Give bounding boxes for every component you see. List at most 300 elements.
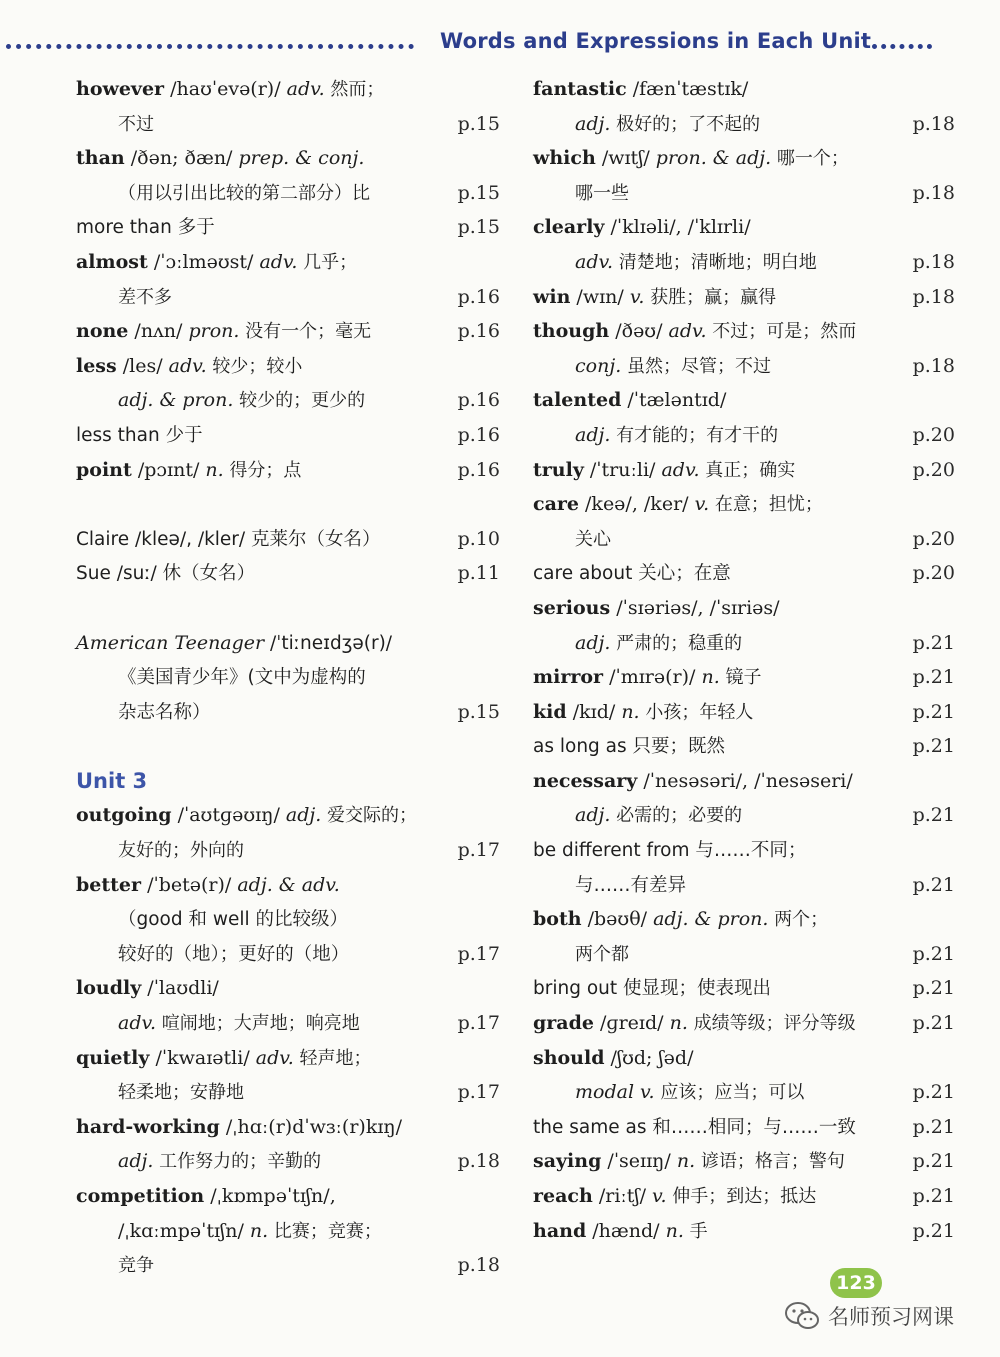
chinese-meaning: 在意；担忧；: [709, 494, 823, 516]
phonetic-transcription: /wɪtʃ/: [595, 147, 656, 170]
entry-text: [76, 383, 365, 419]
entry-continuation-line: [76, 902, 500, 937]
headword: better: [76, 873, 142, 896]
entry-text: [533, 418, 778, 454]
chinese-meaning: 喧闹地；大声地；响亮地: [156, 1013, 360, 1035]
vocab-entry-line: [76, 453, 500, 488]
phrase-entry: be different from 与……不同；: [533, 840, 807, 862]
headword: hard-working: [76, 1115, 220, 1138]
phonetic-transcription: /haʊˈevə(r)/: [164, 78, 287, 100]
entry-continuation-line: [533, 626, 955, 661]
page-reference: p.21: [912, 977, 955, 1000]
entry-continuation-line: [76, 1214, 500, 1249]
phonetic-transcription: /ˈkwaɪətli/: [149, 1046, 256, 1069]
part-of-speech: n.: [701, 666, 720, 689]
phonetic-transcription: /ˌkɒmpəˈtɪʃn/,: [204, 1185, 336, 1207]
headword: less: [76, 354, 117, 377]
vocab-entry-line: [533, 210, 955, 245]
phonetic-transcription: /ˈseɪɪŋ/: [601, 1150, 677, 1173]
vocab-entry-line: [533, 971, 955, 1006]
part-of-speech: v.: [694, 493, 710, 516]
headword: than: [76, 147, 125, 170]
chinese-meaning: 成绩等级；评分等级: [687, 1013, 856, 1035]
page-reference: p.16: [457, 389, 500, 412]
chinese-meaning: 严肃的；稳重的: [610, 632, 743, 654]
page-reference: p.18: [912, 354, 955, 377]
phonetic-transcription: /ˈklɪəli/, /ˈklɪrli/: [604, 216, 751, 239]
entry-text: [533, 1179, 816, 1215]
headword: both: [533, 908, 582, 931]
phonetic-transcription: /ˈbetə(r)/: [141, 873, 238, 896]
phonetic-transcription: /ˈtruːli/: [583, 458, 662, 481]
part-of-speech: adv.: [259, 250, 298, 273]
watermark-text: 名师预习网课: [828, 1305, 954, 1329]
headword: competition: [76, 1185, 205, 1207]
chinese-meaning: 获胜；赢；赢得: [644, 286, 777, 308]
entry-text: [76, 1075, 244, 1111]
entry-continuation-line: [76, 1248, 500, 1283]
page-reference: p.20: [912, 562, 955, 585]
headword: none: [76, 320, 129, 343]
entry-text: [533, 1006, 856, 1042]
page-reference: p.10: [457, 527, 500, 550]
left-vocabulary-column: [76, 72, 500, 1283]
phonetic-transcription: /ʃʊd; ʃəd/: [604, 1046, 694, 1069]
part-of-speech: adj.: [575, 112, 611, 135]
page-reference: p.21: [912, 1115, 955, 1138]
vocab-entry-line: [533, 1179, 955, 1214]
phonetic-transcription: /hænd/: [586, 1219, 666, 1242]
chinese-meaning: 工作努力的；辛勤的: [153, 1151, 322, 1173]
page-reference: p.16: [457, 285, 500, 308]
phrase-entry: less than 少于: [76, 424, 203, 446]
page-reference: p.17: [457, 942, 500, 965]
headword: quietly: [76, 1046, 150, 1069]
phonetic-transcription: /ˈtæləntɪd/: [621, 389, 727, 412]
vocab-entry-line: [533, 1144, 955, 1179]
part-of-speech: v.: [652, 1185, 667, 1207]
part-of-speech: v.: [629, 285, 645, 308]
chinese-meaning: 竞争: [118, 1255, 154, 1277]
headword: talented: [533, 389, 622, 412]
chinese-meaning: 没有一个；毫无: [239, 321, 372, 343]
vocab-entry-line: [533, 141, 955, 176]
entry-continuation-line: [533, 522, 955, 557]
page-reference: p.20: [912, 458, 955, 481]
page-reference: p.21: [912, 735, 955, 758]
page-reference: p.18: [912, 285, 955, 308]
entry-text: [533, 626, 742, 662]
entry-continuation-line: [76, 937, 500, 972]
entry-text: [533, 349, 771, 385]
part-of-speech: conj.: [575, 354, 622, 377]
headword: hand: [533, 1219, 587, 1242]
entry-text: [533, 868, 686, 904]
entry-continuation-line: [76, 176, 500, 211]
chinese-meaning: 虽然；尽管；不过: [621, 355, 771, 377]
chinese-meaning: 友好的；外向的: [118, 840, 244, 862]
entry-text: [76, 245, 357, 281]
entry-text: [76, 176, 370, 212]
part-of-speech: adv.: [255, 1046, 294, 1069]
entry-text: [76, 626, 392, 662]
phonetic-transcription: /riːtʃ/: [592, 1185, 653, 1207]
page-reference: p.21: [912, 942, 955, 965]
entry-text: [533, 176, 629, 212]
phonetic-transcription: /ˈlaʊdli/: [141, 977, 219, 1000]
part-of-speech: adj.: [285, 804, 322, 827]
part-of-speech: adv.: [668, 320, 707, 343]
entry-text: [533, 107, 760, 143]
watermark: [784, 1296, 954, 1336]
vocab-entry-line: [533, 833, 955, 868]
phonetic-transcription: /ˈmɪrə(r)/: [603, 666, 702, 689]
page-reference: p.21: [912, 700, 955, 723]
phonetic-transcription: /kɪd/: [566, 700, 622, 723]
entry-text: [533, 764, 853, 799]
page-reference: p.15: [457, 181, 500, 204]
section-spacer: [76, 591, 500, 626]
entry-text: [76, 1144, 321, 1180]
page-reference: p.20: [912, 527, 955, 550]
vocab-entry-line: [76, 971, 500, 1006]
entry-text: [76, 971, 219, 1006]
entry-text: [76, 660, 366, 696]
entry-text: [76, 1110, 402, 1145]
phonetic-transcription: /pɔɪnt/: [131, 458, 206, 481]
page-reference: p.21: [912, 1219, 955, 1242]
entry-continuation-line: [76, 1006, 500, 1041]
headword: though: [533, 320, 610, 343]
headword: should: [533, 1046, 605, 1069]
wechat-icon: [784, 1301, 820, 1331]
part-of-speech: n.: [676, 1150, 696, 1173]
entry-text: [76, 556, 255, 592]
entry-text: [533, 902, 828, 938]
part-of-speech: n.: [669, 1012, 688, 1035]
entry-text: [533, 1144, 845, 1180]
chinese-meaning: 然而；: [324, 79, 385, 100]
chinese-meaning: 较少的；更少的: [233, 390, 366, 412]
phrase-entry: 与……有差异: [575, 874, 687, 896]
phonetic-transcription: /ɡreɪd/: [593, 1012, 670, 1035]
unit-heading: Unit 3: [76, 768, 148, 793]
entry-text: [76, 937, 349, 973]
page-reference: p.17: [457, 1012, 500, 1035]
chinese-meaning: 伸手；到达；抵达: [666, 1186, 817, 1207]
chinese-meaning: （用以引出比较的第二部分）比: [118, 182, 370, 204]
headword: grade: [533, 1012, 594, 1035]
entry-text: [76, 1179, 336, 1214]
entry-text: [533, 1110, 856, 1146]
chinese-meaning: 关心: [575, 528, 611, 550]
part-of-speech: adv.: [168, 354, 207, 377]
phrase-entry: care about 关心；在意: [533, 563, 731, 585]
phrase-entry: 较好的（地）；更好的（地）: [118, 943, 350, 965]
chinese-meaning: 不过: [118, 113, 154, 135]
part-of-speech: pron. & adj.: [655, 147, 772, 170]
phonetic-transcription: /nʌn/: [128, 320, 189, 343]
phrase-entry: 杂志名称）: [118, 701, 211, 723]
entry-text: [533, 72, 748, 107]
page-reference: p.15: [457, 216, 500, 239]
part-of-speech: modal v.: [575, 1081, 655, 1104]
entry-text: [533, 660, 761, 696]
entry-text: [533, 1041, 693, 1076]
entry-text: [76, 141, 364, 176]
page-reference: p.17: [457, 1081, 500, 1104]
right-vocabulary-column: [533, 72, 955, 1248]
page-reference: p.21: [912, 804, 955, 827]
vocab-entry-line: [76, 1179, 500, 1214]
vocab-entry-line: [533, 695, 955, 730]
vocab-entry-line: [533, 1041, 955, 1076]
page-reference: p.15: [457, 700, 500, 723]
headword: fantastic: [533, 78, 627, 100]
page-reference: p.21: [912, 666, 955, 689]
entry-text: [533, 591, 780, 626]
vocab-entry-line: [533, 383, 955, 418]
entry-text: [533, 141, 849, 177]
entry-text: [76, 280, 172, 316]
vocab-entry-line: [533, 1110, 955, 1145]
entry-text: [76, 418, 203, 454]
part-of-speech: pron.: [188, 320, 240, 343]
entry-text: [76, 107, 154, 143]
vocab-entry-line: [76, 1041, 500, 1076]
page-reference: p.15: [457, 112, 500, 135]
phonetic-transcription: /ˈnesəsəri/, /ˈnesəseri/: [637, 769, 853, 792]
vocab-entry-line: [533, 660, 955, 695]
headword: reach: [533, 1185, 593, 1207]
chinese-meaning: 轻柔地；安静地: [118, 1082, 244, 1104]
vocab-entry-line: [533, 1214, 955, 1249]
entry-text: [76, 522, 381, 558]
entry-continuation-line: [533, 176, 955, 211]
entry-continuation-line: [76, 107, 500, 142]
entry-text: [76, 453, 301, 489]
chinese-meaning: 应该；应当；可以: [654, 1082, 805, 1104]
headword: however: [76, 78, 165, 100]
chinese-meaning: 必需的；必要的: [610, 805, 743, 827]
part-of-speech: adj.: [575, 804, 611, 827]
chinese-meaning: 得分；点: [223, 459, 302, 481]
page-reference: p.18: [912, 181, 955, 204]
entry-text: [533, 833, 806, 869]
entry-text: [533, 487, 823, 523]
phonetic-transcription: /ˈsɪəriəs/, /ˈsɪriəs/: [610, 596, 780, 619]
chinese-meaning: 轻声地；: [293, 1047, 372, 1069]
vocab-entry-line: [533, 280, 955, 315]
headword: care: [533, 493, 579, 516]
entry-text: [76, 1006, 360, 1042]
part-of-speech: adv.: [286, 78, 325, 100]
part-of-speech: prep. & conj.: [238, 147, 365, 170]
chinese-meaning: 不过；可是；然而: [706, 321, 857, 343]
vocab-entry-line: [533, 453, 955, 488]
page-reference: p.18: [457, 1150, 500, 1173]
entry-text: [76, 314, 371, 350]
vocab-entry-line: [76, 141, 500, 176]
entry-text: [533, 729, 725, 765]
vocab-entry-line: [533, 556, 955, 591]
vocab-entry-line: [76, 349, 500, 384]
phonetic-transcription: /ðəʊ/: [609, 320, 669, 343]
phrase-entry: Sue /suː/ 休（女名）: [76, 563, 256, 585]
part-of-speech: adv.: [661, 458, 700, 481]
phonetic-transcription: /ˈɔːlməʊst/: [147, 250, 260, 273]
entry-text: [533, 210, 751, 245]
part-of-speech: adj. & pron.: [118, 389, 234, 412]
vocab-entry-line: [76, 1110, 500, 1145]
entry-text: [76, 1248, 154, 1284]
vocab-entry-line: [76, 314, 500, 349]
entry-text: [76, 833, 244, 869]
phonetic-transcription: /fænˈtæstɪk/: [626, 78, 749, 100]
part-of-speech: adv.: [575, 250, 614, 273]
entry-continuation-line: [533, 937, 955, 972]
vocab-entry-line: [533, 487, 955, 522]
vocab-entry-line: [533, 764, 955, 799]
phrase-entry: bring out 使显现；使表现出: [533, 978, 772, 1000]
part-of-speech: n.: [205, 458, 224, 481]
page-reference: p.21: [912, 1150, 955, 1173]
chinese-meaning: 几乎；: [297, 251, 358, 273]
page-reference: p.21: [912, 1185, 955, 1207]
vocab-entry-line: [76, 210, 500, 245]
headword: serious: [533, 596, 611, 619]
chinese-meaning: 有才能的；有才干的: [610, 424, 779, 446]
chinese-meaning: 较少；较小: [206, 355, 303, 377]
phrase-entry: as long as 只要；既然: [533, 736, 726, 758]
page-reference: p.21: [912, 873, 955, 896]
entry-text: [533, 1075, 804, 1111]
chinese-meaning: 谚语；格言；警句: [695, 1151, 845, 1173]
chinese-meaning: 真正；确实: [699, 459, 796, 481]
page-header: [0, 28, 1000, 60]
page-reference: p.21: [912, 1012, 955, 1035]
vocab-entry-line: [76, 522, 500, 557]
headword: which: [533, 147, 596, 170]
headword: kid: [533, 700, 567, 723]
entry-continuation-line: [533, 1075, 955, 1110]
page-reference: p.18: [912, 112, 955, 135]
part-of-speech: n.: [665, 1219, 684, 1242]
page-reference: p.21: [912, 631, 955, 654]
vocab-entry-line: [76, 72, 500, 107]
page-reference: p.16: [457, 423, 500, 446]
headword: point: [76, 458, 132, 481]
entry-text: [533, 314, 856, 350]
phrase-entry: /ˈtiːneɪdʒə(r)/: [264, 632, 393, 654]
entry-text: [76, 798, 417, 834]
page-number-badge: 123: [830, 1268, 882, 1298]
phonetic-transcription: /ˈaʊtɡəʊɪŋ/: [171, 804, 286, 827]
entry-text: [76, 695, 211, 731]
header-dotted-rule-left: [6, 44, 414, 49]
headword: outgoing: [76, 804, 172, 827]
vocab-entry-line: [76, 798, 500, 833]
chinese-meaning: 哪一些: [575, 182, 629, 204]
vocab-entry-line: [76, 626, 500, 661]
phrase-entry: the same as 和……相同；与……一致: [533, 1116, 856, 1138]
vocab-entry-line: [533, 1006, 955, 1041]
part-of-speech: n.: [249, 1219, 269, 1242]
entry-text: [533, 522, 611, 558]
part-of-speech: adj. & pron.: [653, 908, 769, 931]
entry-continuation-line: [533, 798, 955, 833]
entry-text: [76, 72, 384, 108]
chinese-meaning: 手: [683, 1220, 708, 1242]
entry-text: [76, 1041, 372, 1077]
headword: clearly: [533, 216, 605, 239]
chinese-meaning: 哪一个；: [771, 148, 849, 170]
headword: almost: [76, 250, 148, 273]
entry-continuation-line: [533, 418, 955, 453]
vocab-entry-line: [533, 902, 955, 937]
chinese-meaning: 小孩；年轻人: [639, 701, 754, 723]
phonetic-transcription: /ˌhɑː(r)dˈwɜː(r)kɪŋ/: [219, 1115, 403, 1138]
part-of-speech: adj.: [575, 631, 611, 654]
entry-text: [533, 695, 753, 731]
entry-text: [76, 349, 302, 385]
entry-continuation-line: [533, 868, 955, 903]
entry-text: [76, 1214, 382, 1250]
vocab-entry-line: [533, 72, 955, 107]
vocab-entry-line: [533, 591, 955, 626]
headword: necessary: [533, 769, 638, 792]
entry-text: [533, 937, 629, 973]
entry-continuation-line: [76, 660, 500, 695]
italic-title: American Teenager: [76, 631, 265, 654]
entry-text: [533, 453, 795, 489]
headword: loudly: [76, 977, 142, 1000]
entry-text: [533, 245, 817, 281]
entry-text: [76, 210, 215, 246]
vocab-entry-line: [533, 314, 955, 349]
phrase-entry: Claire /kleə/, /kler/ 克莱尔（女名）: [76, 528, 381, 550]
entry-continuation-line: [76, 1144, 500, 1179]
entry-text: [533, 280, 776, 316]
entry-text: [76, 902, 348, 938]
phonetic-transcription: /wɪn/: [570, 285, 630, 308]
chinese-meaning: 差不多: [118, 286, 172, 308]
phrase-entry: 《美国青少年》(文中为虚构的: [118, 667, 366, 689]
entry-text: [533, 1214, 708, 1250]
phonetic-transcription: /keə/, /ker/: [578, 493, 695, 516]
phrase-entry: more than 多于: [76, 217, 215, 239]
part-of-speech: adj. & adv.: [237, 873, 340, 896]
chinese-meaning: 清楚地；清晰地；明白地: [613, 251, 817, 273]
headword: saying: [533, 1150, 602, 1173]
vocab-entry-line: [76, 556, 500, 591]
entry-text: [533, 798, 742, 834]
entry-continuation-line: [533, 349, 955, 384]
vocab-entry-line: [76, 868, 500, 903]
page-reference: p.17: [457, 839, 500, 862]
entry-continuation-line: [76, 383, 500, 418]
phonetic-transcription: /ˌkɑːmpəˈtɪʃn/: [118, 1219, 250, 1242]
part-of-speech: adj.: [575, 423, 611, 446]
page-reference: p.18: [457, 1254, 500, 1277]
entry-continuation-line: [76, 280, 500, 315]
part-of-speech: adj.: [118, 1150, 154, 1173]
chinese-meaning: 比赛；竞赛；: [268, 1220, 382, 1242]
part-of-speech: n.: [621, 700, 640, 723]
page-reference: p.18: [912, 250, 955, 273]
part-of-speech: adv.: [118, 1012, 157, 1035]
section-spacer: [76, 487, 500, 522]
